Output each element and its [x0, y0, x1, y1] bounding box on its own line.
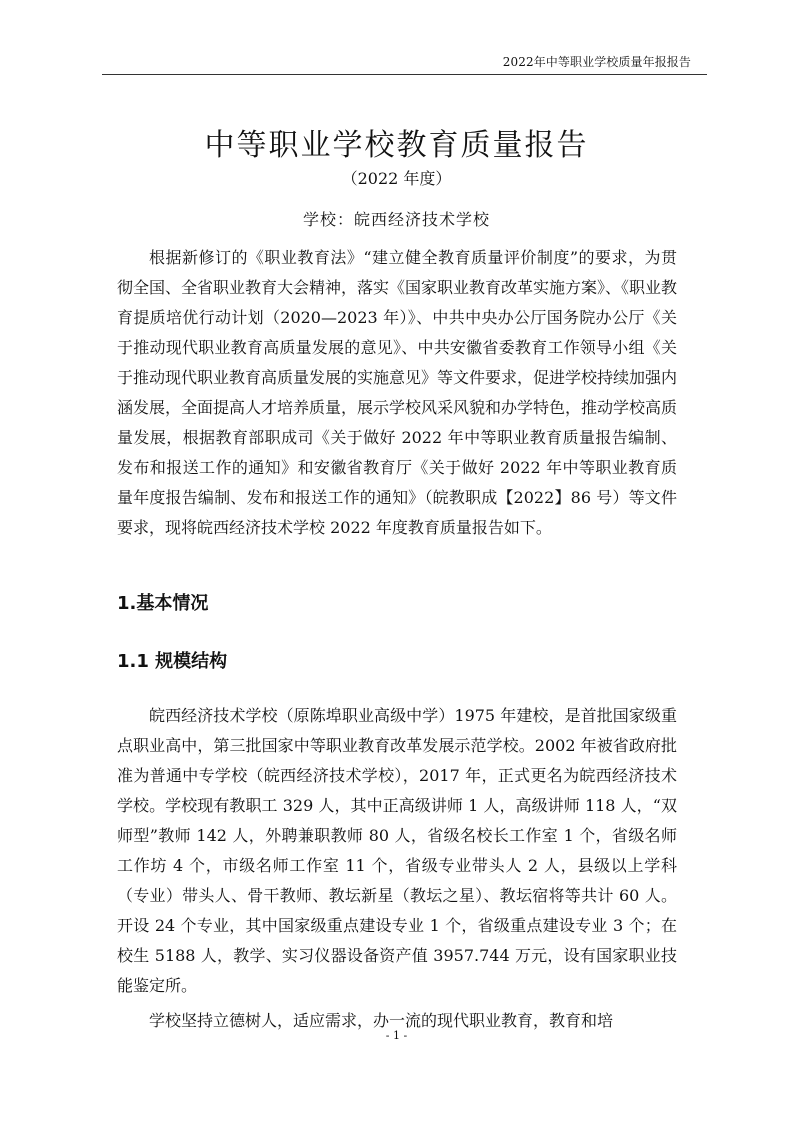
- document-title: 中等职业学校教育质量报告: [204, 128, 589, 164]
- scale-structure-paragraph: 皖西经济技术学校（原陈埠职业高级中学）1975 年建校，是首批国家级重点职业高中，第三批国家中等职业教育改革发展示范学校。2002 年被省政府批准为普通中专学校（皖西经济技术学校），2017 年，正式更名为皖西经济技术学校。学校现有教职工 329 人，其中正高级讲师 1 人，高级讲师 118 人，“双师型”教师 142 人，外聘兼职教师 80 人，省级名校长工作室 1 个，省级名师工作坊 4 个，市级名师工作室 11 个，省级专业带头人 2 人，县级以上学科（专业）带头人、骨干教师、教坛新星（教坛之星）、教坛宿将等共计 60 人。开设 24 个专业，其中国家级重点建设专业 1 个，省级重点建设专业 3 个；在校生 5188 人，教学、实习仪器设备资产值 3957.744 万元，设有国家职业技能鉴定所。: [117, 706, 677, 995]
- running-header: 2022年中等职业学校质量年报报告: [502, 55, 691, 69]
- intro-paragraph: 根据新修订的《职业教育法》“建立健全教育质量评价制度”的要求，为贯彻全国、全省职业教育大会精神，落实《国家职业教育改革实施方案》、《职业教育提质培优行动计划（2020—2023 年）》、中共中央办公厅国务院办公厅《关于推动现代职业教育高质量发展的意见》、中共安徽省委教育工作领导小组《关于推动现代职业教育高质量发展的实施意见》等文件要求，促进学校持续加强内涵发展，全面提高人才培养质量，展示学校风采风貌和办学特色，推动学校高质量发展，根据教育部职成司《关于做好 2022 年中等职业教育质量报告编制、发布和报送工作的通知》和安徽省教育厅《关于做好 2022 年中等职业教育质量年度报告编制、发布和报送工作的通知》（皖教职成【2022】86 号）等文件要求，现将皖西经济技术学校 2022 年度教育质量报告如下。: [117, 248, 678, 537]
- report-year: （2022 年度）: [341, 169, 452, 188]
- section-heading-scale-structure: 1.1 规模结构: [117, 651, 228, 672]
- page-number: - 1 -: [385, 1029, 408, 1042]
- school-name: 学校：皖西经济技术学校: [302, 210, 490, 229]
- continuing-paragraph: 学校坚持立德树人，适应需求，办一流的现代职业教育，教育和培: [149, 1011, 614, 1030]
- header-divider: [102, 74, 707, 75]
- section-heading-basic-info: 1.基本情况: [117, 593, 209, 614]
